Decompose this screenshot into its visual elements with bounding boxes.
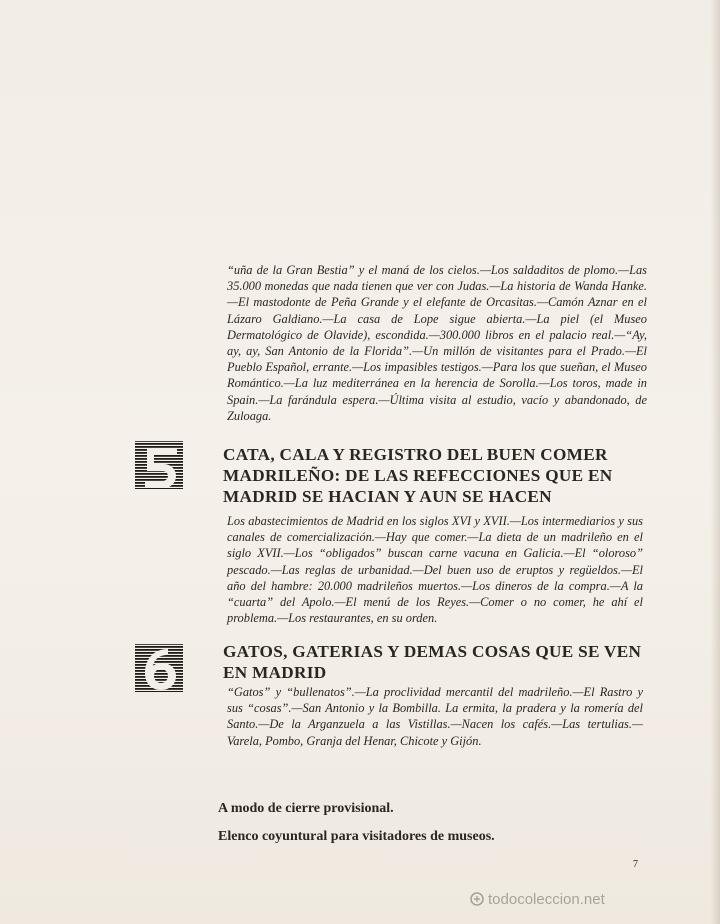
watermark-logo-icon	[470, 892, 484, 906]
chapter-5-body: Los abastecimientos de Madrid en los siglos XVI y XVII.—Los intermediarios y sus canales de comercialización.—Hay que comer.—La dieta de un madrileño en el siglo XVII.—Los “obligados” buscan carne vacuna en Galicia.—El “oloroso” pescado.—Las reglas de urbanidad.—Del buen uso de eruptos y regüeldos.—El año del hambre: 20.000 madrileños muertos.—Los dineros de la compra.—A la “cuarta” del Apolo.—El menú de los Reyes.—Comer o no comer, he ahí el problema.—Los restaurantes, en su orden.	[227, 514, 643, 626]
closing-line-2: Elenco coyuntural para visitadores de museos.	[218, 829, 495, 844]
chapter-6-body: “Gatos” y “bullenatos”.—La proclividad mercantil del madrileño.—El Rastro y sus “cosas”.—San Antonio y la Bombilla. La ermita, la pradera y la romería del Santo.—De la Arganzuela a las Vistillas.—Nacen los cafés.—Las tertulias.—Varela, Pombo, Granja del Henar, Chicote y Gijón.	[227, 685, 643, 748]
watermark	[470, 891, 605, 908]
page-edge	[710, 0, 720, 924]
page-number: 7	[633, 859, 638, 870]
watermark-text: todocoleccion.net	[488, 891, 605, 908]
chapter-6-numeral-icon	[134, 643, 184, 693]
chapter-5-numeral-icon	[134, 440, 184, 490]
closing-line-1: A modo de cierre provisional.	[218, 801, 394, 816]
intro-paragraph: “uña de la Gran Bestia” y el maná de los cielos.—Los saldaditos de plomo.—Las 35.000 monedas que nada tienen que ver con Judas.—La historia de Wanda Hanke.—El mastodonte de Peña Grande y el elefante de Orcasitas.—Camón Aznar en el Lázaro Galdiano.—La casa de Lope sigue abierta.—La piel (el Museo Dermatológico de Olavide), escondida.—300.000 libros en el palacio real.—“Ay, ay, ay, San Antonio de la Florida”.—Un millón de visitantes para el Prado.—El Pueblo Español, errante.—Los impasibles testigos.—Para los que sueñan, el Museo Romántico.—La luz mediterránea en la herencia de Sorolla.—Los toros, made in Spain.—La farándula espera.—Última visita al estudio, vacío y abandonado, de Zuloaga.	[227, 263, 647, 423]
chapter-6-title: GATOS, GATERIAS Y DEMAS COSAS QUE SE VEN EN MADRID	[223, 642, 642, 682]
chapter-5-title: CATA, CALA Y REGISTRO DEL BUEN COMER MADRILEÑO: DE LAS REFECCIONES QUE EN MADRID SE HACIAN Y AUN SE HACEN	[223, 445, 613, 506]
